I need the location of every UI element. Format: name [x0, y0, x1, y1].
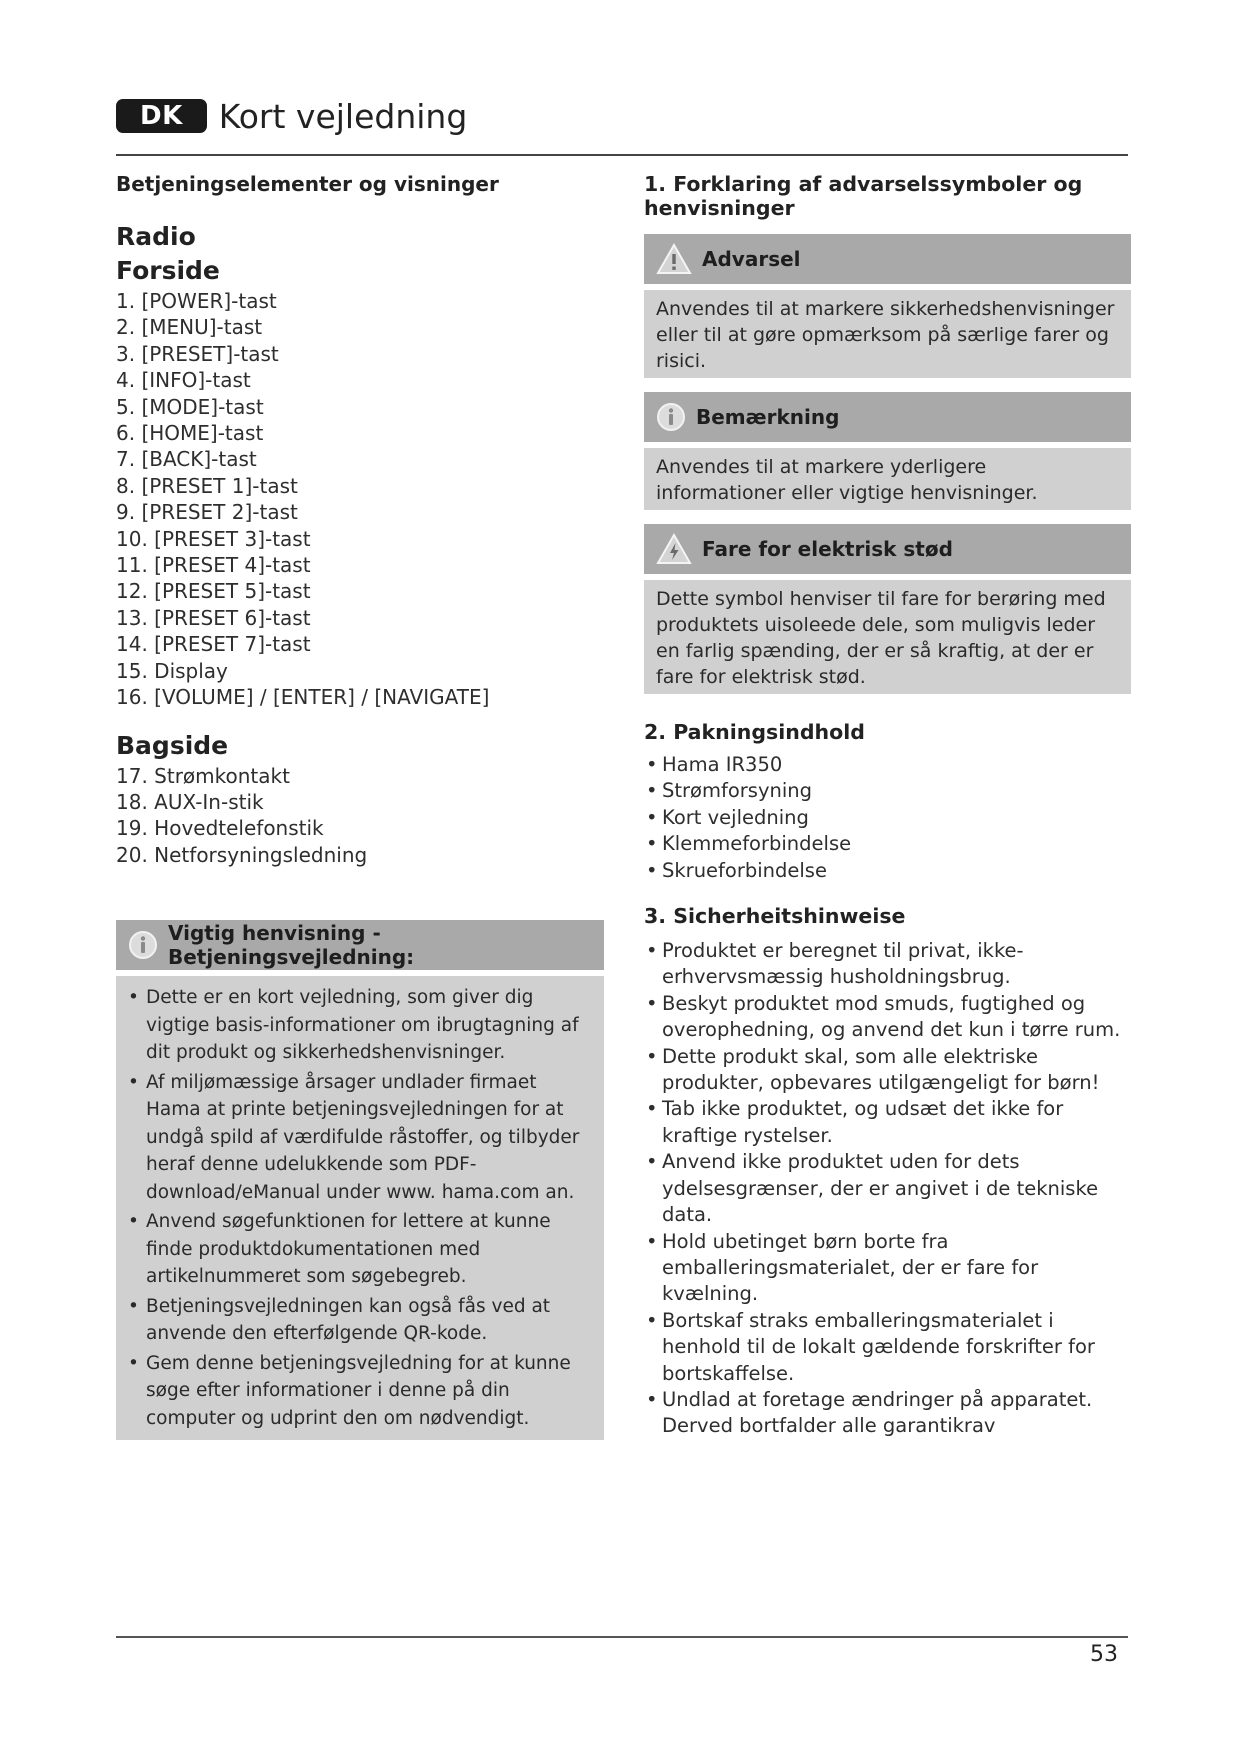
note-text: Anvendes til at markere yderligere informationer eller vigtige henvisninger. [644, 448, 1131, 510]
forside-heading: Forside [116, 256, 220, 285]
section-3-heading: 3. Sicherheitshinweise [644, 904, 906, 929]
warning-text: Anvendes til at markere sikkerhedshenvisninger eller til at gøre opmærksom på særlige farer og risici. [644, 290, 1131, 378]
info-icon [128, 930, 158, 960]
safety-item: • Produktet er beregnet til privat, ikke-erhvervsmæssig husholdningsbrug. [644, 938, 1134, 991]
forside-list [116, 288, 606, 711]
safety-item: • Bortskaf straks emballeringsmaterialet i henhold til de lokalt gældende forskrifter for bortskaffelse. [644, 1308, 1134, 1387]
forside-list-item: 4. [INFO]-tast [116, 368, 251, 393]
safety-item: • Dette produkt skal, som alle elektriske produkter, opbevares utilgængeligt for børn! [644, 1044, 1134, 1097]
safety-item: • Undlad at foretage ændringer på apparatet. Derved bortfalder alle garantikrav [644, 1387, 1134, 1440]
forside-list-item: 10. [PRESET 3]-tast [116, 526, 311, 551]
important-note-title: Vigtig henvisning - Betjeningsvejledning: [168, 921, 415, 969]
section-1-heading: 1. Forklaring af advarselssymboler og henvisninger [644, 172, 1083, 220]
package-item: • Strømforsyning [644, 778, 1134, 804]
forside-list-item: 16. [VOLUME] / [ENTER] / [NAVIGATE] [116, 685, 490, 710]
footer-divider [116, 1636, 1128, 1638]
safety-item: • Beskyt produktet mod smuds, fugtighed og overophedning, og anvend det kun i tørre rum. [644, 991, 1134, 1044]
safety-item: • Tab ikke produktet, og udsæt det ikke for kraftige rystelser. [644, 1096, 1134, 1149]
electric-shock-header [644, 524, 1131, 574]
package-item: • Hama IR350 [644, 752, 1134, 778]
forside-list-item: 3. [PRESET]-tast [116, 341, 279, 366]
important-note-item: • Anvend søgefunktionen for lettere at kunne finde produktdokumentationen med artikelnummeret som søgebegreb. [128, 1208, 592, 1291]
forside-list-item: 1. [POWER]-tast [116, 289, 277, 313]
warning-header [644, 234, 1131, 284]
forside-list-item: 7. [BACK]-tast [116, 447, 257, 472]
bagside-list-item: 18. AUX-In-stik [116, 789, 264, 814]
forside-list-item: 8. [PRESET 1]-tast [116, 473, 298, 498]
bagside-list-item: 20. Netforsyningsledning [116, 842, 368, 867]
electric-shock-icon [656, 533, 692, 565]
note-box [644, 392, 1131, 510]
warning-box [644, 234, 1131, 378]
important-note-header [116, 920, 604, 970]
forside-list-item: 5. [MODE]-tast [116, 394, 264, 419]
forside-list-item: 6. [HOME]-tast [116, 421, 264, 446]
electric-shock-text: Dette symbol henviser til fare for berøring med produktets uisoleede dele, som muligvis leder en farlig spænding, der er så kraftig, at der er fare for elektrisk stød. [644, 580, 1131, 694]
package-item: • Skrueforbindelse [644, 858, 1134, 884]
warning-title: Advarsel [702, 247, 801, 271]
important-note-item: • Af miljømæssige årsager undlader firmaet Hama at printe betjeningsvejledningen for at undgå spild af værdifulde råstoffer, og tilbyder heraf denne udelukkende som PDF-download/eManual under www. hama.com an. [128, 1069, 592, 1207]
package-item: • Klemmeforbindelse [644, 831, 1134, 857]
radio-heading: Radio [116, 222, 196, 251]
page-title: Kort vejledning [218, 96, 468, 136]
important-note-item: • Dette er en kort vejledning, som giver dig vigtige basis-informationer om ibrugtagning af dit produkt og sikkerhedshenvisninger. [128, 984, 592, 1067]
right-column [644, 172, 1134, 1440]
important-note-item: • Betjeningsvejledningen kan også fås ved at anvende den efterfølgende QR-kode. [128, 1293, 592, 1348]
bagside-heading: Bagside [116, 730, 229, 760]
important-note-body [116, 976, 604, 1440]
forside-list-item: 15. Display [116, 658, 228, 683]
left-column [116, 172, 606, 868]
electric-shock-box [644, 524, 1131, 694]
forside-list-item: 2. [MENU]-tast [116, 315, 263, 340]
package-item: • Kort vejledning [644, 805, 1134, 831]
warning-triangle-icon [656, 243, 692, 275]
forside-list-item: 13. [PRESET 6]-tast [116, 605, 311, 630]
forside-list-item: 9. [PRESET 2]-tast [116, 500, 298, 525]
important-note-item: • Gem denne betjeningsvejledning for at kunne søge efter informationer i denne på din computer og udprint den om nødvendigt. [128, 1350, 592, 1433]
header-divider [116, 154, 1128, 156]
controls-heading: Betjeningselementer og visninger [116, 172, 499, 196]
electric-shock-title: Fare for elektrisk stød [702, 537, 953, 561]
note-header [644, 392, 1131, 442]
forside-list-item: 12. [PRESET 5]-tast [116, 579, 311, 604]
important-note-list [128, 984, 592, 1432]
safety-item: • Anvend ikke produktet uden for dets ydelsesgrænser, der er angivet i de tekniske data. [644, 1149, 1134, 1228]
page-number: 53 [1090, 1642, 1118, 1667]
note-title: Bemærkning [696, 405, 840, 429]
bagside-list-item: 19. Hovedtelefonstik [116, 816, 324, 841]
important-note-box [116, 920, 604, 1440]
info-icon [656, 402, 686, 432]
bagside-list [116, 763, 606, 869]
package-contents-list [644, 752, 1134, 884]
forside-list-item: 14. [PRESET 7]-tast [116, 632, 311, 657]
section-2-heading: 2. Pakningsindhold [644, 720, 865, 744]
page-header [116, 92, 467, 140]
safety-list [644, 938, 1134, 1440]
bagside-list-item: 17. Strømkontakt [116, 763, 290, 788]
language-badge: DK [116, 99, 207, 133]
forside-list-item: 11. [PRESET 4]-tast [116, 553, 311, 578]
safety-item: • Hold ubetinget børn borte fra emballeringsmaterialet, der er fare for kvælning. [644, 1229, 1134, 1308]
